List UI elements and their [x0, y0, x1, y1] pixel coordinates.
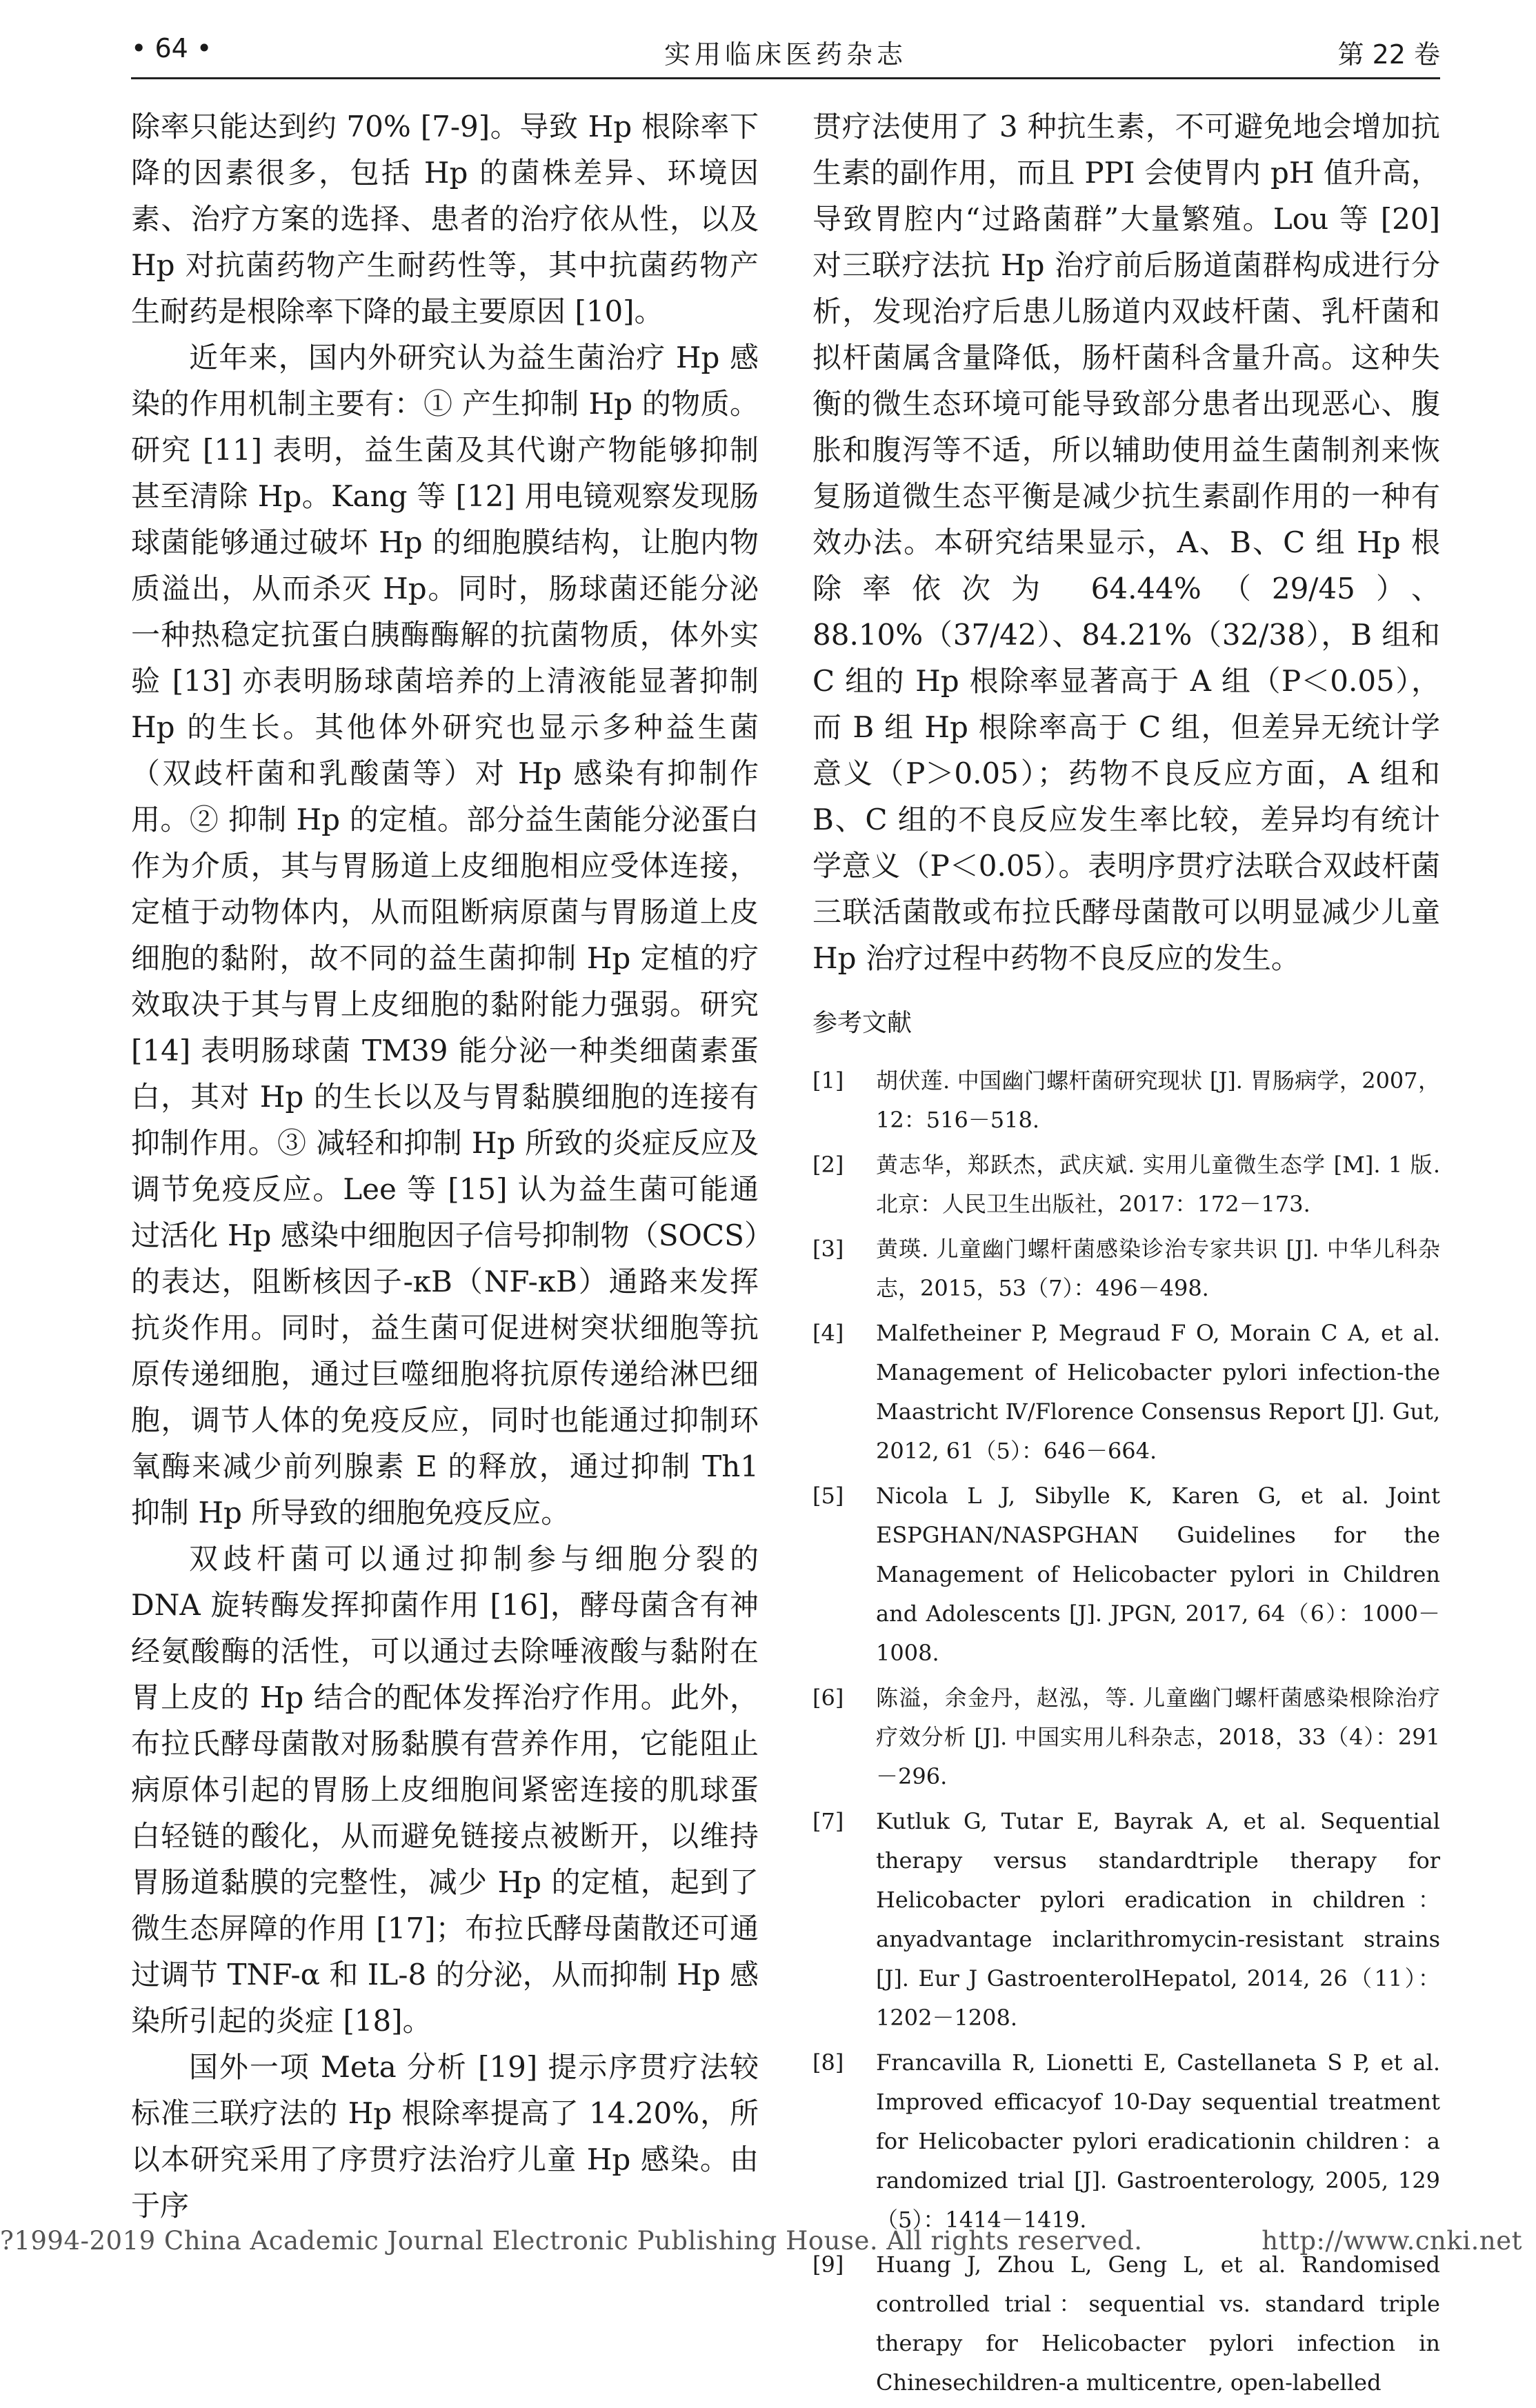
reference-number: [1]	[812, 1067, 844, 1094]
reference-text: Kutluk G, Tutar E, Bayrak A, et al. Sequential therapy versus standardtriple therapy for Helicobacter pylori eradication in children：anyadvantage inclarithromycin-resistant strains [J]. Eur J GastroenterolHepatol, 2014, 26（11）：1202－1208.	[876, 1808, 1440, 2031]
reference-text: 胡伏莲. 中国幽门螺杆菌研究现状 [J]. 胃肠病学，2007，12：516－518.	[876, 1067, 1440, 1133]
body-paragraph: 除率只能达到约 70% [7-9]。导致 Hp 根除率下降的因素很多，包括 Hp 的菌株差异、环境因素、治疗方案的选择、患者的治疗依从性，以及 Hp 对抗菌药物产生耐药性等，其中抗菌药物产生耐药是根除率下降的最主要原因 [10]。	[131, 110, 759, 328]
reference-item	[812, 1314, 1440, 1471]
body-paragraph: 国外一项 Meta 分析 [19] 提示序贯疗法较标准三联疗法的 Hp 根除率提高了 14.20%，所以本研究采用了序贯疗法治疗儿童 Hp 感染。由于序	[131, 2050, 759, 2223]
right-column	[812, 103, 1440, 2408]
copyright-notice: ?1994-2019 China Academic Journal Electronic Publishing House. All rights reserved.	[0, 2226, 1143, 2256]
reference-number: [6]	[812, 1685, 844, 1711]
journal-title: 实用临床医药杂志	[664, 39, 907, 70]
reference-item	[812, 2043, 1440, 2240]
reference-item	[812, 1678, 1440, 1796]
reference-item	[812, 1476, 1440, 1673]
reference-item	[812, 1230, 1440, 1308]
reference-text: Malfetheiner P, Megraud F O, Morain C A, et al. Management of Helicobacter pylori infection-the Maastricht Ⅳ/Florence Consensus Report [J]. Gut, 2012, 61（5）：646－664.	[876, 1320, 1440, 1464]
reference-item	[812, 1802, 1440, 2038]
reference-text: 黄瑛. 儿童幽门螺杆菌感染诊治专家共识 [J]. 中华儿科杂志，2015，53（7）：496－498.	[876, 1236, 1440, 1301]
reference-text: Nicola L J, Sibylle K, Karen G, et al. Joint ESPGHAN/NASPGHAN Guidelines for the Management of Helicobacter pylori in Children and Adolescents [J]. JPGN, 2017, 64（6）：1000－1008.	[876, 1483, 1440, 1666]
page-header	[131, 33, 1440, 68]
reference-item	[812, 2245, 1440, 2402]
reference-text: Huang J, Zhou L, Geng L, et al. Randomised controlled trial：sequential vs. standard triple therapy for Helicobacter pylori infection in Chinesechildren-a multicentre, open-labelled	[876, 2251, 1440, 2396]
reference-text: Francavilla R, Lionetti E, Castellaneta S P, et al. Improved efficacyof 10-Day sequential treatment for Helicobacter pylori eradicationin children：a randomized trial [J]. Gastroenterology, 2005, 129（5）：1414－1419.	[876, 2049, 1440, 2233]
footer-url[interactable]: http://www.cnki.net	[1261, 2226, 1522, 2256]
left-column	[131, 103, 759, 2229]
body-paragraph: 贯疗法使用了 3 种抗生素，不可避免地会增加抗生素的副作用，而且 PPI 会使胃内 pH 值升高，导致胃腔内“过路菌群”大量繁殖。Lou 等 [20] 对三联疗法抗 Hp 治疗前后肠道菌群构成进行分析，发现治疗后患儿肠道内双歧杆菌、乳杆菌和拟杆菌属含量降低，肠杆菌科含量升高。这种失衡的微生态环境可能导致部分患者出现恶心、腹胀和腹泻等不适，所以辅助使用益生菌制剂来恢复肠道微生态平衡是减少抗生素副作用的一种有效办法。本研究结果显示，A、B、C 组 Hp 根除率依次为 64.44%（29/45）、88.10%（37/42）、84.21%（32/38），B 组和 C 组的 Hp 根除率显著高于 A 组（P＜0.05），而 B 组 Hp 根除率高于 C 组，但差异无统计学意义（P＞0.05）；药物不良反应方面，A 组和 B、C 组的不良反应发生率比较，差异均有统计学意义（P＜0.05）。表明序贯疗法联合双歧杆菌三联活菌散或布拉氏酵母菌散可以明显减少儿童 Hp 治疗过程中药物不良反应的发生。	[812, 110, 1440, 975]
reference-number: [2]	[812, 1152, 844, 1178]
reference-number: [4]	[812, 1320, 844, 1346]
reference-number: [3]	[812, 1236, 844, 1262]
references-heading: 参考文献	[812, 1009, 912, 1037]
reference-number: [7]	[812, 1808, 844, 1834]
page-number: • 64 •	[131, 33, 212, 63]
reference-item	[812, 1145, 1440, 1224]
header-rule	[131, 77, 1440, 79]
body-paragraph: 双歧杆菌可以通过抑制参与细胞分裂的 DNA 旋转酶发挥抑菌作用 [16]，酵母菌含有神经氨酸酶的活性，可以通过去除唾液酸与黏附在胃上皮的 Hp 结合的配体发挥治疗作用。此外，布拉氏酵母菌散对肠黏膜有营养作用，它能阻止病原体引起的胃肠上皮细胞间紧密连接的肌球蛋白轻链的酸化，从而避免链接点被断开，以维持胃肠道黏膜的完整性，减少 Hp 的定植，起到了微生态屏障的作用 [17]；布拉氏酵母菌散还可通过调节 TNF-α 和 IL-8 的分泌，从而抑制 Hp 感染所引起的炎症 [18]。	[131, 1542, 759, 2038]
volume-label: 第 22 卷	[1337, 39, 1440, 70]
reference-number: [9]	[812, 2251, 844, 2278]
reference-list	[812, 1061, 1440, 2402]
reference-number: [5]	[812, 1483, 844, 1509]
reference-item	[812, 1061, 1440, 1140]
reference-text: 陈溢，余金丹，赵泓，等. 儿童幽门螺杆菌感染根除治疗疗效分析 [J]. 中国实用儿科杂志，2018，33（4）：291－296.	[876, 1685, 1440, 1789]
body-paragraph: 近年来，国内外研究认为益生菌治疗 Hp 感染的作用机制主要有：① 产生抑制 Hp 的物质。研究 [11] 表明，益生菌及其代谢产物能够抑制甚至清除 Hp。Kang 等 [12] 用电镜观察发现肠球菌能够通过破坏 Hp 的细胞膜结构，让胞内物质溢出，从而杀灭 Hp。同时，肠球菌还能分泌一种热稳定抗蛋白胰酶酶解的抗菌物质，体外实验 [13] 亦表明肠球菌培养的上清液能显著抑制 Hp 的生长。其他体外研究也显示多种益生菌（双歧杆菌和乳酸菌等）对 Hp 感染有抑制作用。② 抑制 Hp 的定植。部分益生菌能分泌蛋白作为介质，其与胃肠道上皮细胞相应受体连接，定植于动物体内，从而阻断病原菌与胃肠道上皮细胞的黏附，故不同的益生菌抑制 Hp 定植的疗效取决于其与胃上皮细胞的黏附能力强弱。研究 [14] 表明肠球菌 TM39 能分泌一种类细菌素蛋白，其对 Hp 的生长以及与胃黏膜细胞的连接有抑制作用。③ 减轻和抑制 Hp 所致的炎症反应及调节免疫反应。Lee 等 [15] 认为益生菌可能通过活化 Hp 感染中细胞因子信号抑制物（SOCS）的表达，阻断核因子-κB（NF-κB）通路来发挥抗炎作用。同时，益生菌可促进树突状细胞等抗原传递细胞，通过巨噬细胞将抗原传递给淋巴细胞，调节人体的免疫反应，同时也能通过抑制环氧酶来减少前列腺素 E 的释放，通过抑制 Th1 抑制 Hp 所导致的细胞免疫反应。	[131, 341, 759, 1529]
reference-number: [8]	[812, 2049, 844, 2076]
reference-text: 黄志华，郑跃杰，武庆斌. 实用儿童微生态学 [M]. 1 版. 北京：人民卫生出版社，2017：172－173.	[876, 1152, 1440, 1217]
